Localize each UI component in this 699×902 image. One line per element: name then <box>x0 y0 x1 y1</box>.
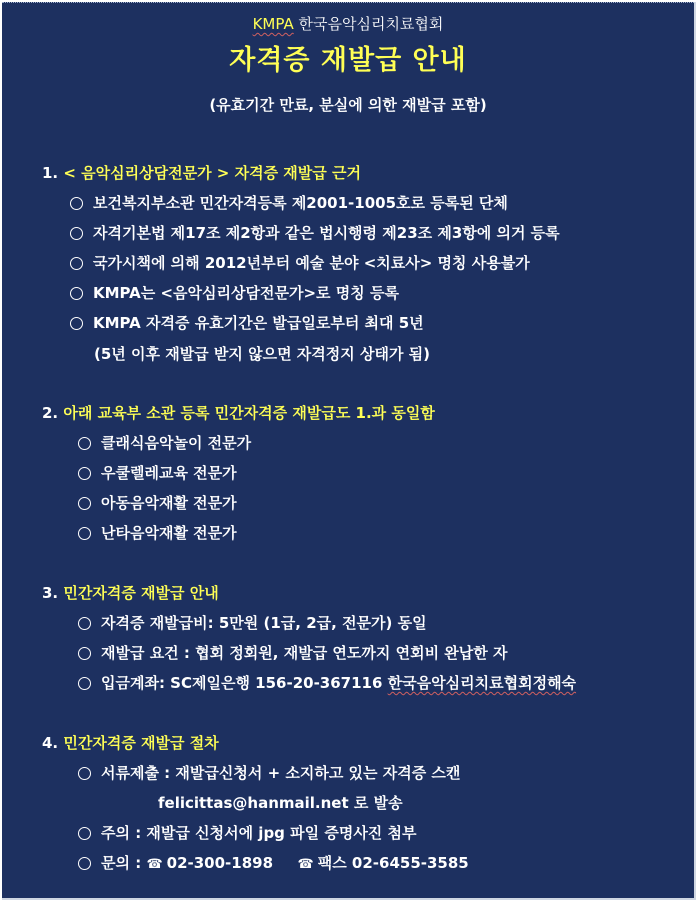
section4-title: 민간자격증 재발급 절차 <box>63 734 219 752</box>
list-item-text: 클래식음악놀이 전문가 <box>101 434 252 452</box>
section3-title: 민간자격증 재발급 안내 <box>63 584 219 602</box>
section2-heading <box>42 402 435 423</box>
list-item-text: 아동음악재활 전문가 <box>101 494 237 512</box>
list-item-text: 재발급 요건 : 협회 정회원, 재발급 연도까지 연회비 완납한 자 <box>101 644 508 662</box>
account-number: 입금계좌: SC제일은행 156-20-367116 <box>101 674 383 692</box>
list-item <box>78 522 237 543</box>
fax-phone-icon: ☎ <box>297 857 314 872</box>
list-item <box>78 492 237 513</box>
circle-bullet-icon <box>78 617 91 630</box>
org-name: 한국음악심리치료협회 <box>298 15 444 33</box>
list-item <box>70 192 508 213</box>
fax-label: 팩스 <box>317 854 347 872</box>
list-item <box>78 822 417 843</box>
section1-number: 1. <box>42 164 59 182</box>
section1-heading <box>42 162 361 183</box>
submit-instruction: 서류제출 : 재발급신청서 + 소지하고 있는 자격증 스캔 <box>101 764 461 782</box>
org-abbr: KMPA <box>252 15 294 33</box>
circle-bullet-icon <box>78 767 91 780</box>
circle-bullet-icon <box>70 257 83 270</box>
list-item-text: 우쿨렐레교육 전문가 <box>101 464 237 482</box>
circle-bullet-icon <box>78 467 91 480</box>
list-item-text: 난타음악재활 전문가 <box>101 524 237 542</box>
org-header <box>2 13 694 34</box>
list-item <box>78 462 237 483</box>
contact-label: 문의 : <box>101 854 142 872</box>
page-title: 자격증 재발급 안내 <box>229 45 467 76</box>
list-item <box>78 762 460 783</box>
section1-title: < 음악심리상담전문가 > 자격증 재발급 근거 <box>63 164 361 182</box>
list-item-text: 자격증 재발급비: 5만원 (1급, 2급, 전문가) 동일 <box>101 614 427 632</box>
fax-number: 02-6455-3585 <box>351 854 469 872</box>
section3-heading <box>42 582 219 603</box>
circle-bullet-icon <box>70 227 83 240</box>
circle-bullet-icon <box>78 827 91 840</box>
phone-number: 02-300-1898 <box>166 854 274 872</box>
notice-text: 주의 : 재발급 신청서에 jpg 파일 증명사진 첨부 <box>101 824 417 842</box>
section4-number: 4. <box>42 734 59 752</box>
circle-bullet-icon <box>78 527 91 540</box>
bank-account-item <box>78 672 576 693</box>
section1-note: (5년 이후 재발급 받지 않으면 자격정지 상태가 됨) <box>94 345 431 363</box>
contact-item <box>78 852 469 873</box>
account-holder: 한국음악심리치료협회정해숙 <box>387 674 577 692</box>
circle-bullet-icon <box>78 497 91 510</box>
top-dotted-line <box>2 2 694 7</box>
section3-number: 3. <box>42 584 59 602</box>
list-item-text: 보건복지부소관 민간자격등록 제2001-1005호로 등록된 단체 <box>93 194 508 212</box>
list-item <box>70 282 399 303</box>
list-item-text: 자격기본법 제17조 제2항과 같은 법시행령 제23조 제3항에 의거 등록 <box>93 224 560 242</box>
circle-bullet-icon <box>78 647 91 660</box>
circle-bullet-icon <box>70 197 83 210</box>
list-item-text: 국가시책에 의해 2012년부터 예술 분야 <치료사> 명칭 사용불가 <box>93 254 530 272</box>
circle-bullet-icon <box>78 437 91 450</box>
phone-icon: ☎ <box>146 857 163 872</box>
list-item-text: KMPA는 <음악심리상담전문가>로 명칭 등록 <box>93 284 399 302</box>
section4-heading <box>42 732 219 753</box>
list-item <box>78 642 507 663</box>
list-item <box>78 432 251 453</box>
page-subtitle: (유효기간 만료, 분실에 의한 재발급 포함) <box>209 96 487 114</box>
circle-bullet-icon <box>78 677 91 690</box>
circle-bullet-icon <box>78 857 91 870</box>
list-item <box>70 222 560 243</box>
list-item-text: KMPA 자격증 유효기간은 발급일로부터 최대 5년 <box>93 314 424 332</box>
document-page <box>2 2 696 900</box>
list-item <box>78 612 427 633</box>
section2-number: 2. <box>42 404 59 422</box>
circle-bullet-icon <box>70 317 83 330</box>
circle-bullet-icon <box>70 287 83 300</box>
list-item <box>70 252 530 273</box>
email-line: felicittas@hanmail.net 로 발송 <box>158 794 403 812</box>
section2-title: 아래 교육부 소관 등록 민간자격증 재발급도 1.과 동일함 <box>63 404 435 422</box>
list-item <box>70 312 424 333</box>
